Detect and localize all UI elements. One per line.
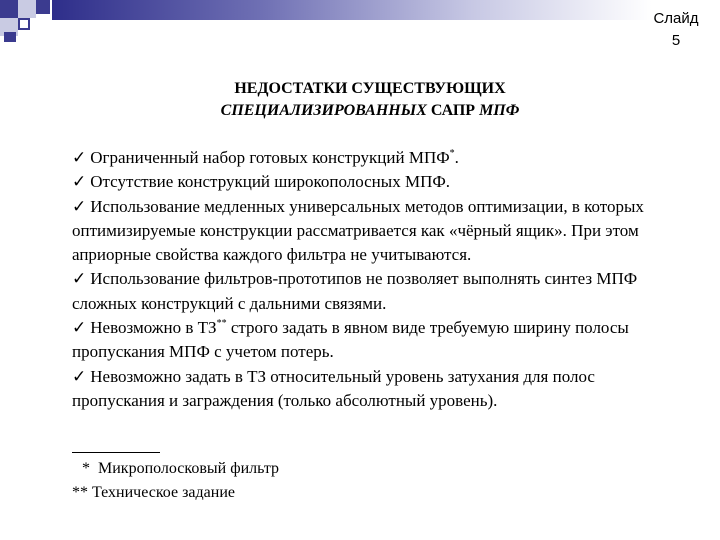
list-item-text: Использование фильтров-прототипов не позволяет выполнять синтез МПФ сложных конструкций с дальними связями. [72, 269, 638, 313]
check-icon: ✓ [72, 172, 87, 192]
title-line-1: НЕДОСТАТКИ СУЩЕСТВУЮЩИХ [234, 80, 506, 97]
bullet-list [72, 146, 682, 413]
list-item [72, 267, 682, 316]
slide-number [646, 8, 706, 52]
decor-square-light [18, 0, 36, 18]
list-item-text: Использование медленных универсальных методов оптимизации, в которых оптимизируемые конструкции рассматривается как «чёрный ящик». При этом априорные свойства каждого фильтра не учитываются. [72, 196, 644, 265]
footnote-1: * Микрополосковый фильтр [82, 460, 280, 477]
list-item-tail: . [454, 148, 459, 167]
list-item-text: Невозможно задать в ТЗ относительный уровень затухания для полос пропускания и заграждения (только абсолютный уровень). [72, 366, 595, 410]
list-item-text-after: строго задать в явном виде требуемую ширину полосы пропускания МПФ с учетом потерь. [72, 318, 629, 362]
list-item [72, 170, 682, 194]
page-title [110, 78, 630, 122]
list-item [72, 316, 682, 365]
list-item [72, 365, 682, 414]
check-icon: ✓ [72, 318, 87, 338]
list-item-text-before: Невозможно в ТЗ [90, 318, 217, 338]
list-item [72, 195, 682, 268]
decor-square-dark-2 [36, 0, 50, 14]
decor-square-small [4, 32, 16, 42]
footnote-2: ** Техническое задание [72, 484, 235, 501]
check-icon: ✓ [72, 366, 87, 386]
check-icon: ✓ [72, 148, 87, 167]
footnote-mark: ** [216, 318, 227, 330]
title-line-2 [110, 100, 630, 122]
slide-label: Слайд [653, 10, 699, 27]
check-icon: ✓ [72, 269, 87, 289]
title-italic-end: МПФ [479, 102, 520, 119]
decor-square-dark [0, 0, 18, 18]
footnote-mark: * [449, 148, 455, 159]
title-italic-part: СПЕЦИАЛИЗИРОВАННЫХ [220, 102, 427, 119]
list-item-text: Ограниченный набор готовых конструкций МПФ [90, 148, 450, 167]
list-item [72, 146, 682, 170]
footnotes [72, 440, 472, 505]
list-item-text: Отсутствие конструкций широкополосных МПФ. [90, 172, 451, 192]
check-icon: ✓ [72, 196, 87, 216]
header-gradient-bar [52, 0, 652, 20]
slide-number-value: 5 [671, 32, 681, 49]
decor-square-outline [18, 18, 30, 30]
title-plain-part: САПР [430, 102, 476, 119]
footnote-divider [72, 452, 160, 453]
